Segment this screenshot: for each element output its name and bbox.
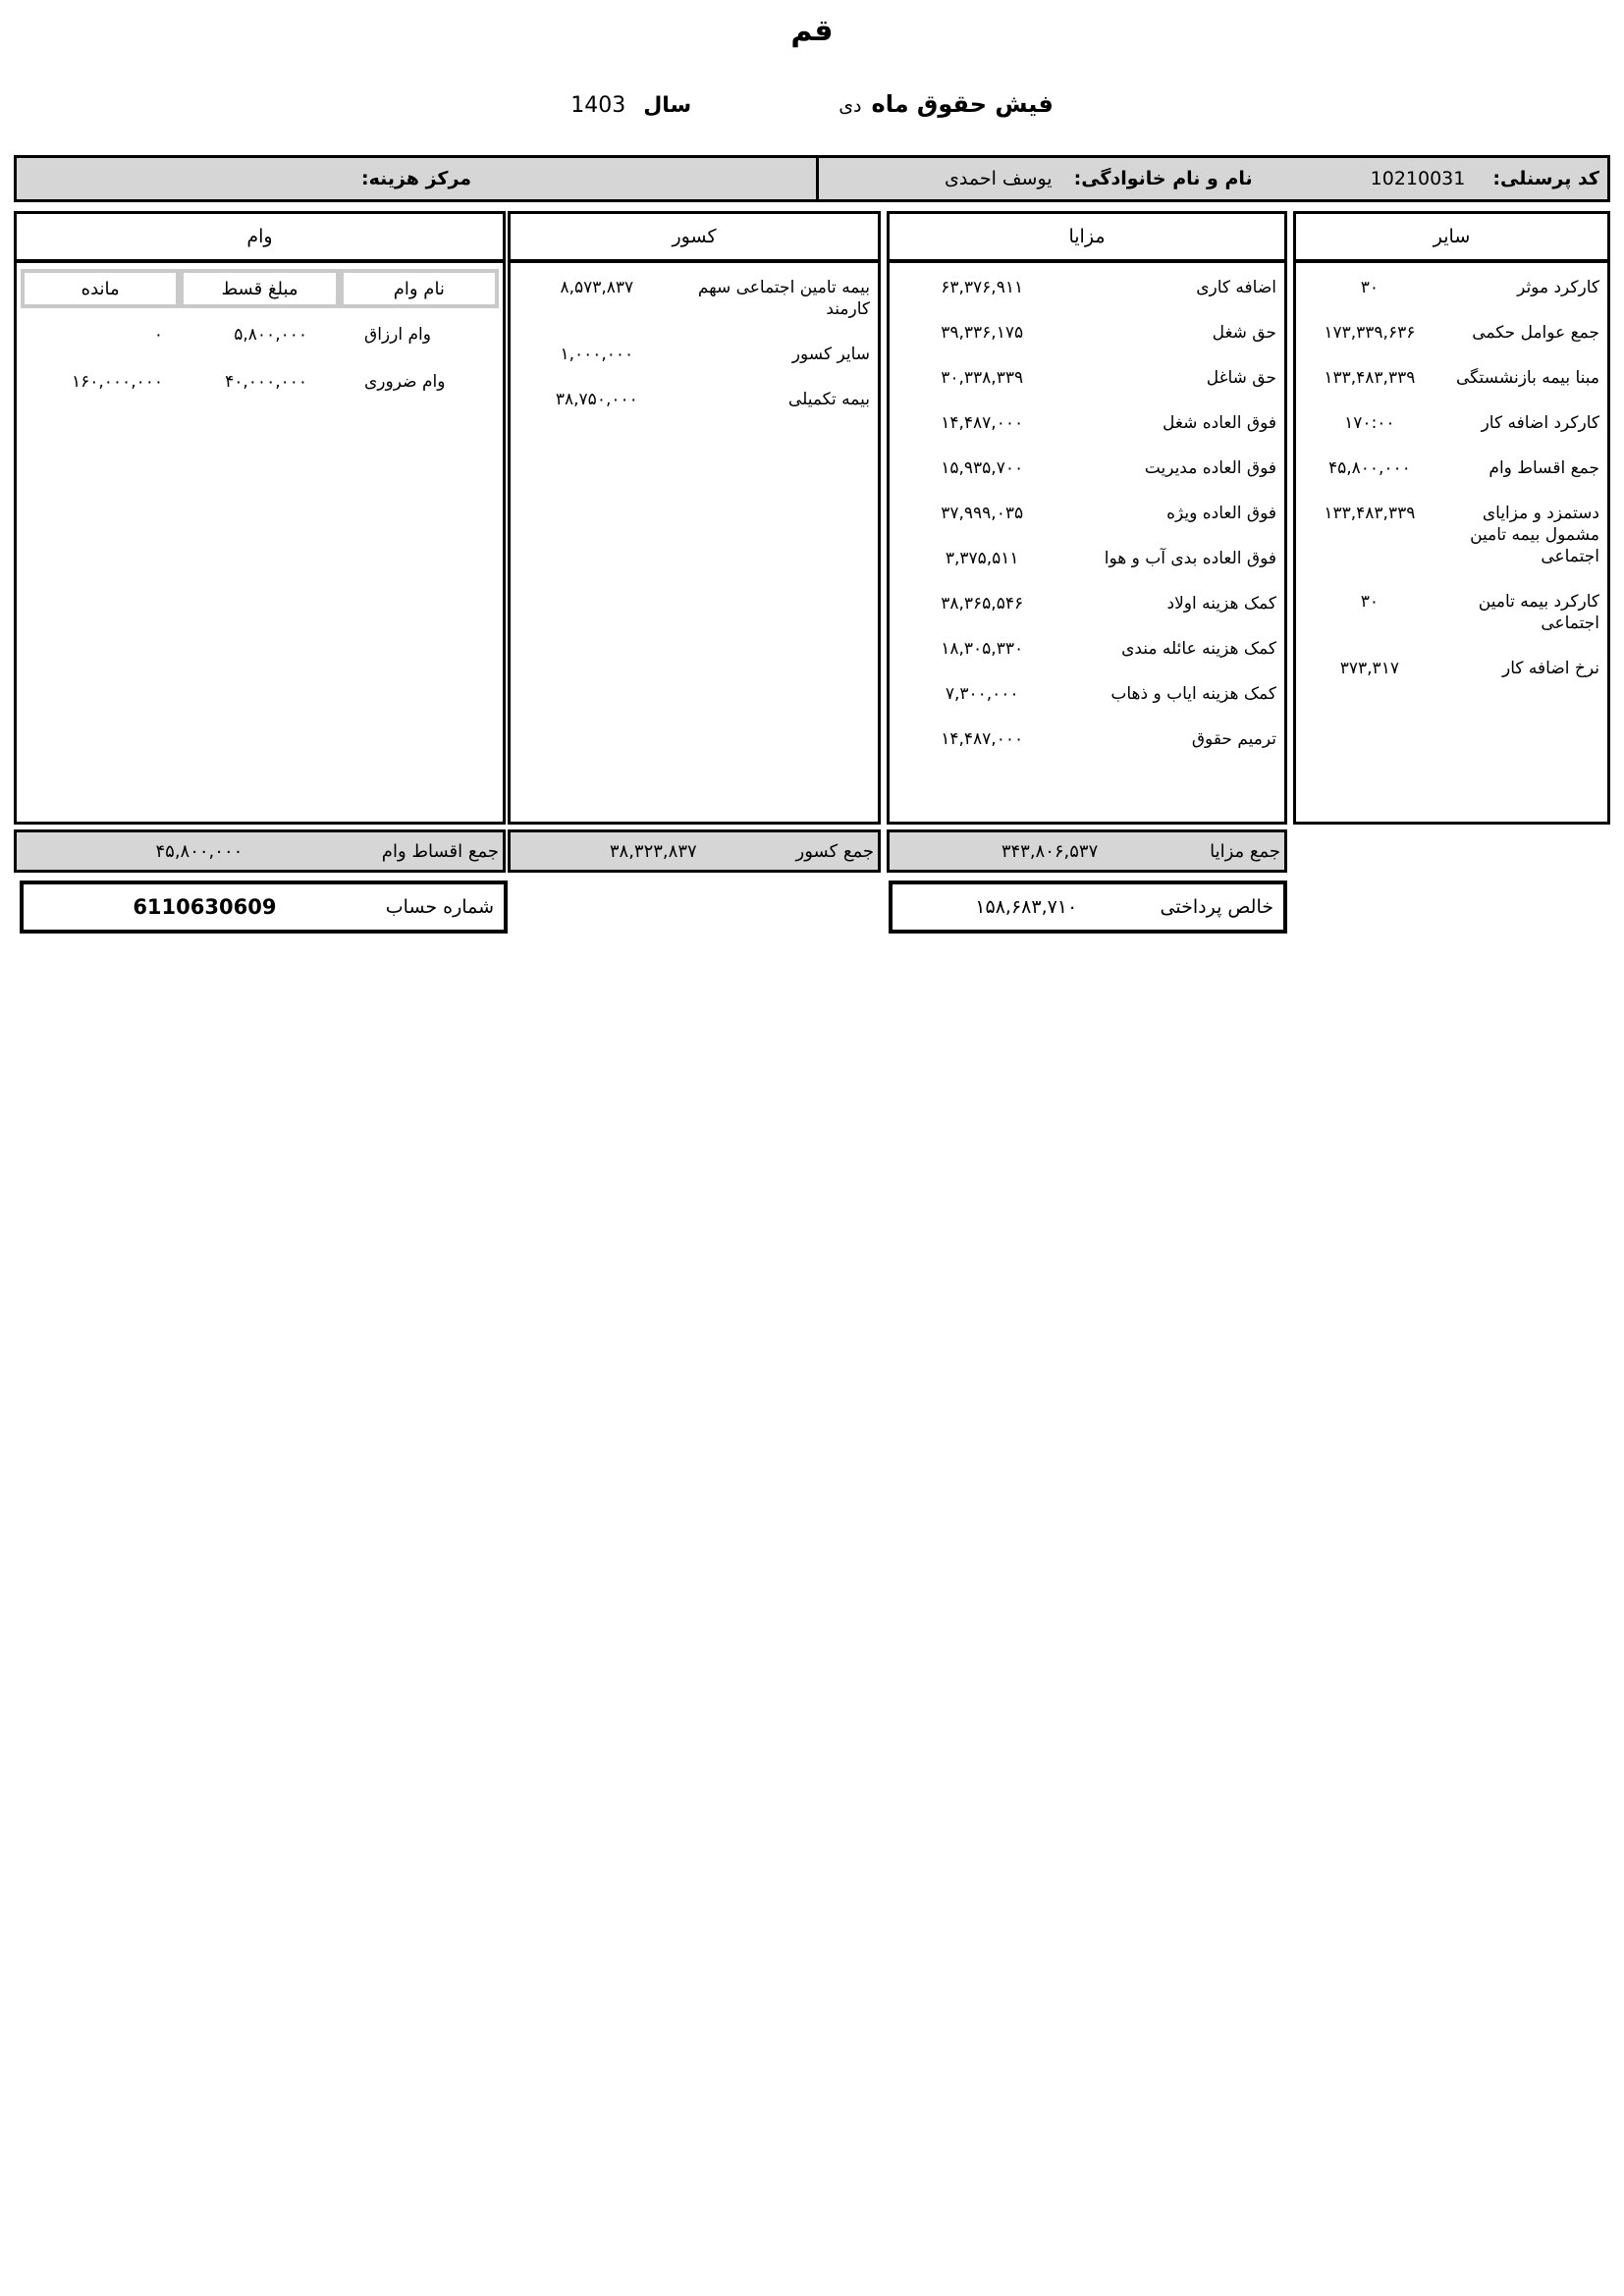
table-row xyxy=(1302,457,1601,479)
row-label: فوق العاده شغل xyxy=(1163,413,1276,433)
table-row xyxy=(516,389,872,410)
loan-balance-cell: ۱۶۰,۰۰۰,۰۰۰ xyxy=(72,372,163,392)
row-value: ۳۰ xyxy=(1360,278,1379,297)
table-row xyxy=(1302,658,1601,679)
loan-table-row xyxy=(21,324,499,346)
table-row xyxy=(1302,412,1601,434)
row-value: ۱۳۳,۴۸۳,۳۳۹ xyxy=(1324,368,1416,388)
loan-balance-cell: ۰ xyxy=(153,325,163,345)
table-row xyxy=(1302,277,1601,298)
row-label: ترمیم حقوق xyxy=(1191,729,1276,749)
table-row xyxy=(895,322,1278,344)
table-row xyxy=(895,367,1278,389)
row-label: حق شاغل xyxy=(1206,368,1276,388)
row-value: ۸,۵۷۳,۸۳۷ xyxy=(560,278,634,297)
row-value: ۱۷۰:۰۰ xyxy=(1344,413,1395,433)
table-row xyxy=(1302,591,1601,634)
page-title: قم xyxy=(790,14,834,48)
year-value: 1403 xyxy=(570,93,626,118)
loan-name-cell: وام ارزاق xyxy=(364,325,431,345)
cost-center-label: مرکز هزینه: xyxy=(360,168,472,189)
row-label: کمک هزینه ایاب و ذهاب xyxy=(1110,684,1276,704)
row-label: بیمه تکمیلی xyxy=(787,390,870,409)
table-row xyxy=(895,457,1278,479)
loan-name-cell: وام ضروری xyxy=(364,372,446,392)
account-number-box xyxy=(20,881,508,934)
table-row xyxy=(516,277,872,320)
benefits-column-header: مزایا xyxy=(890,214,1284,263)
row-label: جمع اقساط وام xyxy=(1489,458,1599,478)
loans-subheader-row xyxy=(17,263,503,308)
loan-name-header: نام وام xyxy=(340,269,499,308)
row-label: کمک هزینه اولاد xyxy=(1166,594,1276,614)
net-pay-box xyxy=(889,881,1287,934)
year-label: سال xyxy=(643,93,692,118)
benefits-total-label: جمع مزایا xyxy=(1210,840,1280,862)
benefits-total-box xyxy=(887,829,1287,873)
table-row xyxy=(895,412,1278,434)
row-value: ۳۰ xyxy=(1360,592,1379,612)
loans-column xyxy=(14,211,506,825)
row-label: فوق العاده مدیریت xyxy=(1144,458,1276,478)
loans-column-header: وام xyxy=(17,214,503,263)
row-value: ۷,۳۰۰,۰۰۰ xyxy=(945,684,1019,704)
row-value: ۳۷,۹۹۹,۰۳۵ xyxy=(941,504,1024,523)
personnel-code-value: 10210031 xyxy=(1370,168,1466,189)
row-label: جمع عوامل حکمی xyxy=(1472,323,1599,343)
deductions-column-header: کسور xyxy=(511,214,878,263)
table-row xyxy=(1302,322,1601,344)
other-rows xyxy=(1296,263,1607,679)
payslip-title: فیش حقوق ماه xyxy=(871,90,1054,118)
personnel-code-label: کد پرسنلی: xyxy=(1492,168,1599,189)
table-row xyxy=(1302,503,1601,567)
table-row xyxy=(895,728,1278,750)
account-number-label: شماره حساب xyxy=(385,896,494,918)
row-value: ۱۴,۴۸۷,۰۰۰ xyxy=(941,729,1024,749)
deductions-rows xyxy=(511,263,878,410)
personnel-info-cell xyxy=(816,158,1607,199)
table-row xyxy=(895,548,1278,569)
net-pay-label: خالص پرداختی xyxy=(1160,896,1273,918)
table-row xyxy=(895,638,1278,660)
row-value: ۶۳,۳۷۶,۹۱۱ xyxy=(941,278,1024,297)
table-row xyxy=(895,277,1278,298)
row-label: فوق العاده بدی آب و هوا xyxy=(1104,549,1276,568)
row-label: دستمزد و مزایای مشمول بیمه تامین اجتماعی xyxy=(1470,504,1599,566)
row-label: فوق العاده ویژه xyxy=(1166,504,1276,523)
loans-total-box xyxy=(14,829,506,873)
table-row xyxy=(895,593,1278,614)
full-name-label: نام و نام خانوادگی: xyxy=(1073,168,1253,189)
deductions-total-value: ۳۸,۳۲۳,۸۳۷ xyxy=(609,840,697,862)
row-value: ۱۸,۳۰۵,۳۳۰ xyxy=(941,639,1024,659)
loan-installment-header: مبلغ قسط xyxy=(180,269,339,308)
loans-total-value: ۴۵,۸۰۰,۰۰۰ xyxy=(155,840,244,862)
row-label: نرخ اضافه کار xyxy=(1502,659,1599,678)
month-value: دی xyxy=(839,95,862,117)
row-value: ۱۴,۴۸۷,۰۰۰ xyxy=(941,413,1024,433)
table-row xyxy=(516,344,872,365)
row-value: ۳۰,۳۳۸,۳۳۹ xyxy=(941,368,1024,388)
row-value: ۱۷۳,۳۳۹,۶۳۶ xyxy=(1324,323,1416,343)
row-label: کارکرد موثر xyxy=(1517,278,1599,297)
full-name-value: یوسف احمدی xyxy=(945,168,1053,189)
benefits-rows xyxy=(890,263,1284,750)
row-value: ۳۷۳,۳۱۷ xyxy=(1339,659,1399,678)
loan-table-row xyxy=(21,371,499,393)
info-bar xyxy=(14,155,1610,202)
deductions-total-box xyxy=(508,829,881,873)
benefits-total-value: ۳۴۳,۸۰۶,۵۳۷ xyxy=(1001,840,1099,862)
row-value: ۳۸,۷۵۰,۰۰۰ xyxy=(555,390,638,409)
loans-rows xyxy=(17,308,503,393)
benefits-column xyxy=(887,211,1287,825)
cost-center-cell xyxy=(17,158,816,199)
row-label: اضافه کاری xyxy=(1196,278,1276,297)
table-row xyxy=(895,683,1278,705)
row-label: کارکرد اضافه کار xyxy=(1481,413,1599,433)
net-pay-value: ۱۵۸,۶۸۳,۷۱۰ xyxy=(975,896,1078,918)
other-column xyxy=(1293,211,1610,825)
row-value: ۳۸,۳۶۵,۵۴۶ xyxy=(941,594,1024,614)
row-label: حق شغل xyxy=(1212,323,1276,343)
deductions-total-label: جمع کسور xyxy=(795,840,874,862)
row-label: بیمه تامین اجتماعی سهم کارمند xyxy=(697,278,870,319)
loan-balance-header: مانده xyxy=(21,269,180,308)
row-value: ۳,۳۷۵,۵۱۱ xyxy=(945,549,1019,568)
deductions-column xyxy=(508,211,881,825)
row-value: ۱,۰۰۰,۰۰۰ xyxy=(560,345,634,364)
row-value: ۱۵,۹۳۵,۷۰۰ xyxy=(941,458,1024,478)
other-column-header: سایر xyxy=(1296,214,1607,263)
row-value: ۱۳۳,۴۸۳,۳۳۹ xyxy=(1324,504,1416,523)
row-value: ۴۵,۸۰۰,۰۰۰ xyxy=(1327,458,1411,478)
row-label: سایر کسور xyxy=(791,345,870,364)
loans-total-label: جمع اقساط وام xyxy=(381,840,499,862)
payslip-subtitle xyxy=(0,90,1624,118)
row-label: کمک هزینه عائله مندی xyxy=(1121,639,1276,659)
loan-installment-cell: ۵,۸۰۰,۰۰۰ xyxy=(234,325,307,345)
account-number-value: 6110630609 xyxy=(133,895,277,919)
row-label: کارکرد بیمه تامین اجتماعی xyxy=(1478,592,1599,633)
table-row xyxy=(895,503,1278,524)
table-row xyxy=(1302,367,1601,389)
row-value: ۳۹,۳۳۶,۱۷۵ xyxy=(941,323,1024,343)
loan-installment-cell: ۴۰,۰۰۰,۰۰۰ xyxy=(225,372,307,392)
row-label: مبنا بیمه بازنشستگی xyxy=(1455,368,1599,388)
